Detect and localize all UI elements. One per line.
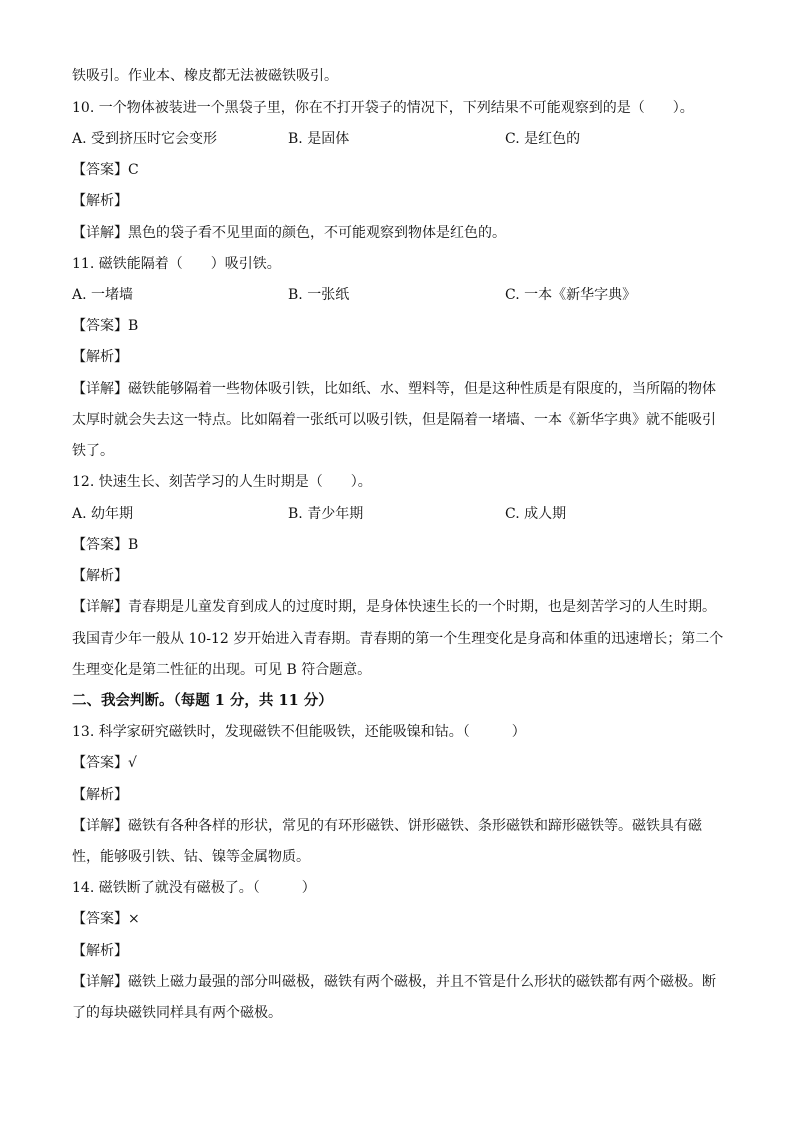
q11-option-c: C. 一本《新华字典》 xyxy=(505,287,637,303)
text-line: 铁吸引。作业本、橡皮都无法被磁铁吸引。 xyxy=(72,68,338,84)
explanation-text: 我国青少年一般从 10-12 岁开始进入青春期。青春期的第一个生理变化是身高和体重的迅速增长；第二个 xyxy=(72,631,724,647)
question-12: 12. 快速生长、刻苦学习的人生时期是（ ）。 xyxy=(72,474,372,490)
answer-label: 【答案】C xyxy=(72,162,139,178)
q11-option-b: B. 一张纸 xyxy=(288,287,350,303)
q10-option-c: C. 是红色的 xyxy=(505,131,581,147)
q11-option-a: A. 一堵墙 xyxy=(72,287,134,303)
question-13: 13. 科学家研究磁铁时，发现磁铁不但能吸铁，还能吸镍和钴。（ ） xyxy=(72,724,526,740)
explanation-text: 【详解】青春期是儿童发育到成人的过度时期，是身体快速生长的一个时期，也是刻苦学习的人生时期。 xyxy=(72,599,716,615)
analysis-label: 【解析】 xyxy=(72,568,128,584)
q12-option-a: A. 幼年期 xyxy=(72,506,134,522)
explanation-text: 了的每块磁铁同样具有两个磁极。 xyxy=(72,1005,282,1021)
explanation-text: 【详解】磁铁能够隔着一些物体吸引铁，比如纸、水、塑料等，但是这种性质是有限度的，当所隔的物体 xyxy=(72,381,716,397)
explanation-text: 生理变化是第二性征的出现。可见 B 符合题意。 xyxy=(72,662,372,678)
section-heading: 二、我会判断。（每题 1 分，共 11 分） xyxy=(72,692,333,709)
question-14: 14. 磁铁断了就没有磁极了。（ ） xyxy=(72,880,316,896)
analysis-label: 【解析】 xyxy=(72,193,128,209)
explanation-text: 太厚时就会失去这一特点。比如隔着一张纸可以吸引铁，但是隔着一堵墙、一本《新华字典》就不能吸引 xyxy=(72,412,716,428)
analysis-label: 【解析】 xyxy=(72,349,128,365)
question-11: 11. 磁铁能隔着（ ）吸引铁。 xyxy=(72,256,281,272)
explanation-text: 【详解】磁铁有各种各样的形状，常见的有环形磁铁、饼形磁铁、条形磁铁和蹄形磁铁等。磁铁具有磁 xyxy=(72,818,702,834)
q10-option-a: A. 受到挤压时它会变形 xyxy=(72,131,218,147)
analysis-label: 【解析】 xyxy=(72,787,128,803)
q12-option-b: B. 青少年期 xyxy=(288,506,364,522)
answer-label: 【答案】B xyxy=(72,537,139,553)
q10-option-b: B. 是固体 xyxy=(288,131,350,147)
answer-label: 【答案】√ xyxy=(72,755,137,771)
question-10: 10. 一个物体被装进一个黑袋子里，你在不打开袋子的情况下，下列结果不可能观察到的是（ ）。 xyxy=(72,100,694,116)
explanation-text: 【详解】黑色的袋子看不见里面的颜色，不可能观察到物体是红色的。 xyxy=(72,225,506,241)
answer-label: 【答案】× xyxy=(72,911,140,927)
q12-option-c: C. 成人期 xyxy=(505,506,567,522)
explanation-text: 【详解】磁铁上磁力最强的部分叫磁极，磁铁有两个磁极，并且不管是什么形状的磁铁都有两个磁极。断 xyxy=(72,974,716,990)
explanation-text: 性，能够吸引铁、钴、镍等金属物质。 xyxy=(72,849,310,865)
answer-label: 【答案】B xyxy=(72,318,139,334)
explanation-text: 铁了。 xyxy=(72,443,114,459)
analysis-label: 【解析】 xyxy=(72,943,128,959)
